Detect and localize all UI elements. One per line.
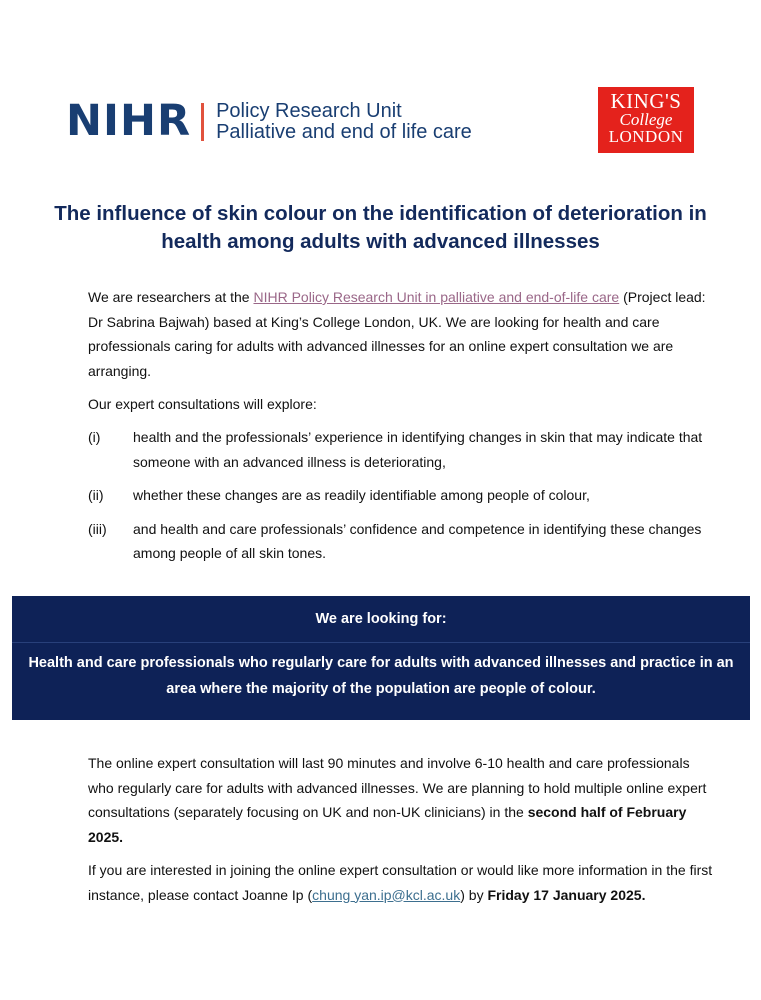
nihr-logo [66, 96, 472, 146]
consultation-dates: second half of February 2025. [88, 804, 687, 845]
list-item-number: (ii) [88, 487, 104, 503]
list-item-text: health and the professionals’ experience in identifying changes in skin that may indicate that someone with an advanced illness is deteriorating, [133, 429, 703, 470]
nihr-pru-link[interactable]: NIHR Policy Research Unit in palliative and end-of-life care [253, 289, 620, 305]
list-item [88, 483, 718, 508]
contact-text: If you are interested in joining the online expert consultation or would like more information in the first instance, please contact Joanne Ip ( [88, 862, 713, 903]
list-item [88, 517, 718, 566]
explore-list [88, 425, 718, 575]
list-item-text: and health and care professionals’ confidence and competence in identifying these changes among people of all skin tones. [133, 520, 702, 561]
document-title: The influence of skin colour on the identification of deterioration in health among adults with advanced illnesses [54, 202, 707, 253]
contact-deadline: Friday 17 January 2025. [487, 886, 646, 903]
nihr-unit-name [216, 101, 472, 143]
looking-for-banner [12, 596, 750, 720]
intro-text-start: We are researchers at the [88, 289, 254, 305]
contact-text-mid: ) by [460, 886, 488, 903]
consultation-details-text: The online expert consultation will last 90 minutes and involve 6-10 health and care professionals who regularly care for adults with advanced illnesses. We are planning to hold multiple online expert consultations (separately focusing on UK and non-UK clinicians) in the [88, 755, 707, 820]
kcl-logo-line2: College [619, 110, 673, 129]
kcl-logo-line1: KING'S [610, 89, 682, 113]
intro-section [88, 285, 718, 426]
nihr-unit-line1: Policy Research Unit [216, 99, 402, 122]
contact-email-link[interactable]: chung yan.ip@kcl.ac.uk [312, 886, 461, 903]
details-section [88, 751, 718, 916]
consultation-details [88, 751, 718, 849]
nihr-unit-line2: Palliative and end of life care [216, 120, 472, 143]
kcl-logo-line3: LONDON [608, 127, 684, 146]
header [0, 86, 761, 156]
banner-text: Health and care professionals who regularly care for adults with advanced illnesses and practice in an area where the majority of the population are people of colour. [28, 655, 734, 697]
explore-intro: Our expert consultations will explore: [88, 396, 317, 412]
banner-heading: We are looking for: [12, 596, 750, 643]
contact-paragraph [88, 858, 718, 907]
nihr-divider [201, 103, 204, 141]
intro-paragraph [88, 285, 718, 383]
kcl-logo [598, 87, 694, 153]
list-item [88, 425, 718, 474]
list-item-number: (iii) [88, 520, 107, 537]
intro-text-end: (Project lead: Dr Sabrina Bajwah) based at King’s College London, UK. We are looking for health and care professionals caring for adults with advanced illnesses for an online expert consultation we are arranging. [88, 289, 706, 379]
list-item-text: whether these changes are as readily identifiable among people of colour, [133, 487, 590, 503]
nihr-wordmark: NIHR [66, 96, 192, 146]
list-item-number: (i) [88, 429, 101, 445]
